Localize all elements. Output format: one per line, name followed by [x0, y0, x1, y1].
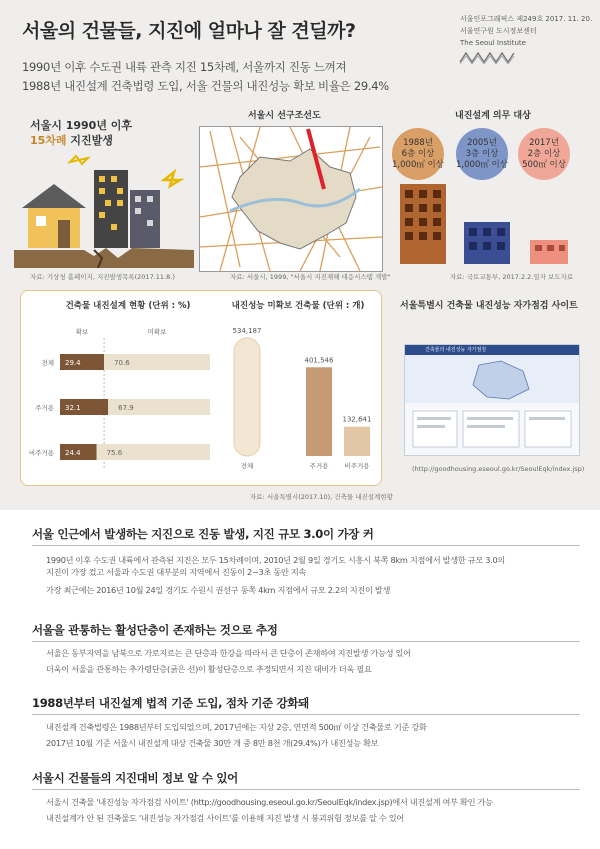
section-divider — [32, 714, 580, 715]
data-label: 29.4 — [65, 359, 81, 367]
earthquake-buildings-illustration — [14, 150, 194, 268]
bar-unsecured-count — [306, 367, 332, 456]
quake-count-suffix: 지진발생 — [66, 134, 113, 147]
charts-svg — [20, 290, 382, 486]
mandate-floors: 3층 이상 — [465, 148, 499, 159]
legend-entry: 확보 — [75, 328, 89, 336]
house-roof — [22, 184, 86, 208]
site-url[interactable]: (http://goodhousing.eseoul.go.kr/SeoulEqk/index.jsp) — [412, 465, 585, 473]
subtitle-line-1: 1990년 이후 수도권 내륙 관측 지진 15차례, 서울까지 진동 느껴져 — [22, 60, 347, 74]
mandate-title: 내진설계 의무 대상 — [455, 111, 531, 121]
institute-name-en: The Seoul Institute — [460, 39, 526, 47]
mandate-year: 1988년 — [403, 137, 433, 148]
section-paragraph: 2017년 10월 기준 서울시 내진설계 대상 건축물 30만 개 중 8만 8천 개(29.4%)가 내진성능 확보 — [46, 738, 379, 748]
chart2-title: 내진성능 미확보 건축물 (단위 : 개) — [231, 301, 365, 311]
institute-logo-icon — [458, 50, 518, 64]
mandate-circle — [456, 128, 508, 180]
section-paragraph: 서울시 건축물 '내진성능 자가점검 사이트' (http://goodhousing.eseoul.go.kr/SeoulEqk/index.jsp)에서 내진설계 여부 확인 가능 — [46, 797, 493, 807]
office-building — [130, 190, 160, 248]
mandate-source: 자료: 국토교통부, 2017.2.2.일자 보도자료 — [450, 273, 574, 281]
data-label: 67.9 — [118, 404, 134, 412]
chart1-title: 건축물 내진설계 현황 (단위 : %) — [65, 301, 191, 311]
section-paragraph: 서울은 동부지역을 남북으로 가로지르는 큰 단층과 한강을 따라서 큰 단층이 존재하여 지진발생 가능성 있어 — [46, 648, 411, 658]
chart-source: 자료: 서울특별시(2017.10), 건축물 내진설계현황 — [250, 493, 393, 501]
legend-entry: 미확보 — [147, 328, 167, 336]
section-heading: 서울을 관통하는 활성단층이 존재하는 것으로 추정 — [32, 623, 278, 637]
bar-unsecured-count — [234, 338, 260, 456]
section-paragraph: 지진이 가장 컸고 서울과 수도권 대부분의 지역에서 진동이 2~3초 동안 지속 — [46, 567, 307, 577]
category-label: 주거용 — [35, 404, 54, 412]
lightning-icon — [70, 156, 88, 164]
section-paragraph: 1990년 이후 수도권 내륙에서 관측된 지진은 모두 15차례이며, 2010년 2월 9일 경기도 시흥시 북쪽 8km 지점에서 발생한 규모 3.0의 — [46, 555, 505, 565]
data-label: 32.1 — [65, 404, 81, 412]
section-paragraph: 더욱이 서울을 관통하는 추가령단층(굵은 선)이 활성단층으로 추정되면서 지진 대비가 더욱 필요 — [46, 664, 372, 674]
quake-source: 자료: 기상청 홈페이지, 지진발생목록(2017.11.8.) — [30, 273, 175, 281]
institute-name-ko: 서울연구원 도시정보센터 — [460, 27, 537, 35]
mandate-area: 1,000㎡ 이상 — [392, 159, 444, 170]
category-label: 비주거용 — [344, 462, 370, 470]
mandate-circle — [518, 128, 570, 180]
section-divider — [32, 641, 580, 642]
data-label: 534,187 — [232, 327, 262, 335]
lightning-icon — [164, 172, 180, 186]
data-label: 24.4 — [65, 449, 81, 457]
publication-info — [460, 14, 592, 49]
map-source: 자료: 서울시, 1999, "서울시 지진재해 대응시스템 개발" — [230, 273, 391, 281]
mandate-year: 2017년 — [529, 137, 559, 148]
category-label: 전체 — [240, 462, 254, 470]
section-paragraph: 내진설계가 안 된 건축물도 '내진성능 자가점검 사이트'를 이용해 지진 발생 시 붕괴위험 정보를 알 수 있어 — [46, 813, 405, 823]
quake-count: 15차례 — [30, 134, 67, 147]
quake-count-heading — [30, 118, 132, 148]
ground-crack — [14, 248, 194, 268]
mandate-area: 1,000㎡ 이상 — [456, 159, 508, 170]
issue-info: 서울인포그래픽스 제249호 2017. 11. 20. — [460, 15, 593, 23]
section-divider — [32, 545, 580, 546]
section-paragraph: 내진설계 건축법령은 1988년부터 도입되었으며, 2017년에는 지상 2층, 연면적 500㎡ 이상 건축물로 기준 강화 — [46, 722, 427, 732]
data-label: 132,641 — [342, 415, 372, 424]
quake-heading-line-1: 서울시 1990년 이후 — [30, 119, 133, 132]
map-title: 서울시 선구조선도 — [248, 111, 321, 121]
mandate-year: 2005년 — [467, 137, 497, 148]
mandate-circle — [392, 128, 444, 180]
building-2f — [530, 240, 568, 264]
category-label: 비주거용 — [28, 449, 54, 457]
house-wall — [28, 208, 80, 248]
site-screenshot — [404, 344, 580, 456]
section-divider — [32, 789, 580, 790]
page-title: 서울의 건물들, 지진에 얼마나 잘 견딜까? — [22, 20, 356, 42]
quake-heading-line-2 — [30, 133, 132, 148]
category-label: 전체 — [41, 359, 54, 367]
section-paragraph: 가장 최근에는 2016년 10월 24일 경기도 수원시 권선구 동쪽 4km 지점에서 규모 2.2의 지진이 발생 — [46, 585, 391, 595]
site-title: 서울특별시 건축물 내진성능 자가점검 사이트 — [400, 301, 578, 311]
data-label: 70.6 — [114, 359, 130, 367]
site-header-bar: 건축물의 내진성능 자가점검 — [405, 345, 579, 355]
data-label: 75.6 — [106, 449, 123, 457]
subtitle-line-2: 1988년 내진설계 건축법령 도입, 서울 건물의 내진성능 확보 비율은 29.4% — [22, 79, 389, 93]
category-label: 주거용 — [309, 462, 329, 470]
mandate-floors: 6층 이상 — [401, 148, 435, 159]
site-preview — [405, 355, 579, 455]
section-heading: 서울 인근에서 발생하는 지진으로 진동 발생, 지진 규모 3.0이 가장 커 — [32, 527, 374, 541]
mandate-buildings-illustration — [392, 182, 582, 266]
seoul-boundary — [232, 149, 356, 249]
data-label: 401,546 — [304, 356, 334, 365]
fault-lines-map — [200, 127, 382, 271]
section-heading: 서울시 건물들의 지진대비 정보 알 수 있어 — [32, 771, 238, 785]
mandate-floors: 2층 이상 — [527, 148, 561, 159]
bar-unsecured-count — [344, 427, 370, 456]
mandate-area: 500㎡ 이상 — [522, 159, 566, 170]
subtitle — [22, 58, 389, 96]
fault-map — [199, 126, 383, 272]
section-heading: 1988년부터 내진설계 법적 기준 도입, 점차 기준 강화돼 — [32, 696, 309, 710]
